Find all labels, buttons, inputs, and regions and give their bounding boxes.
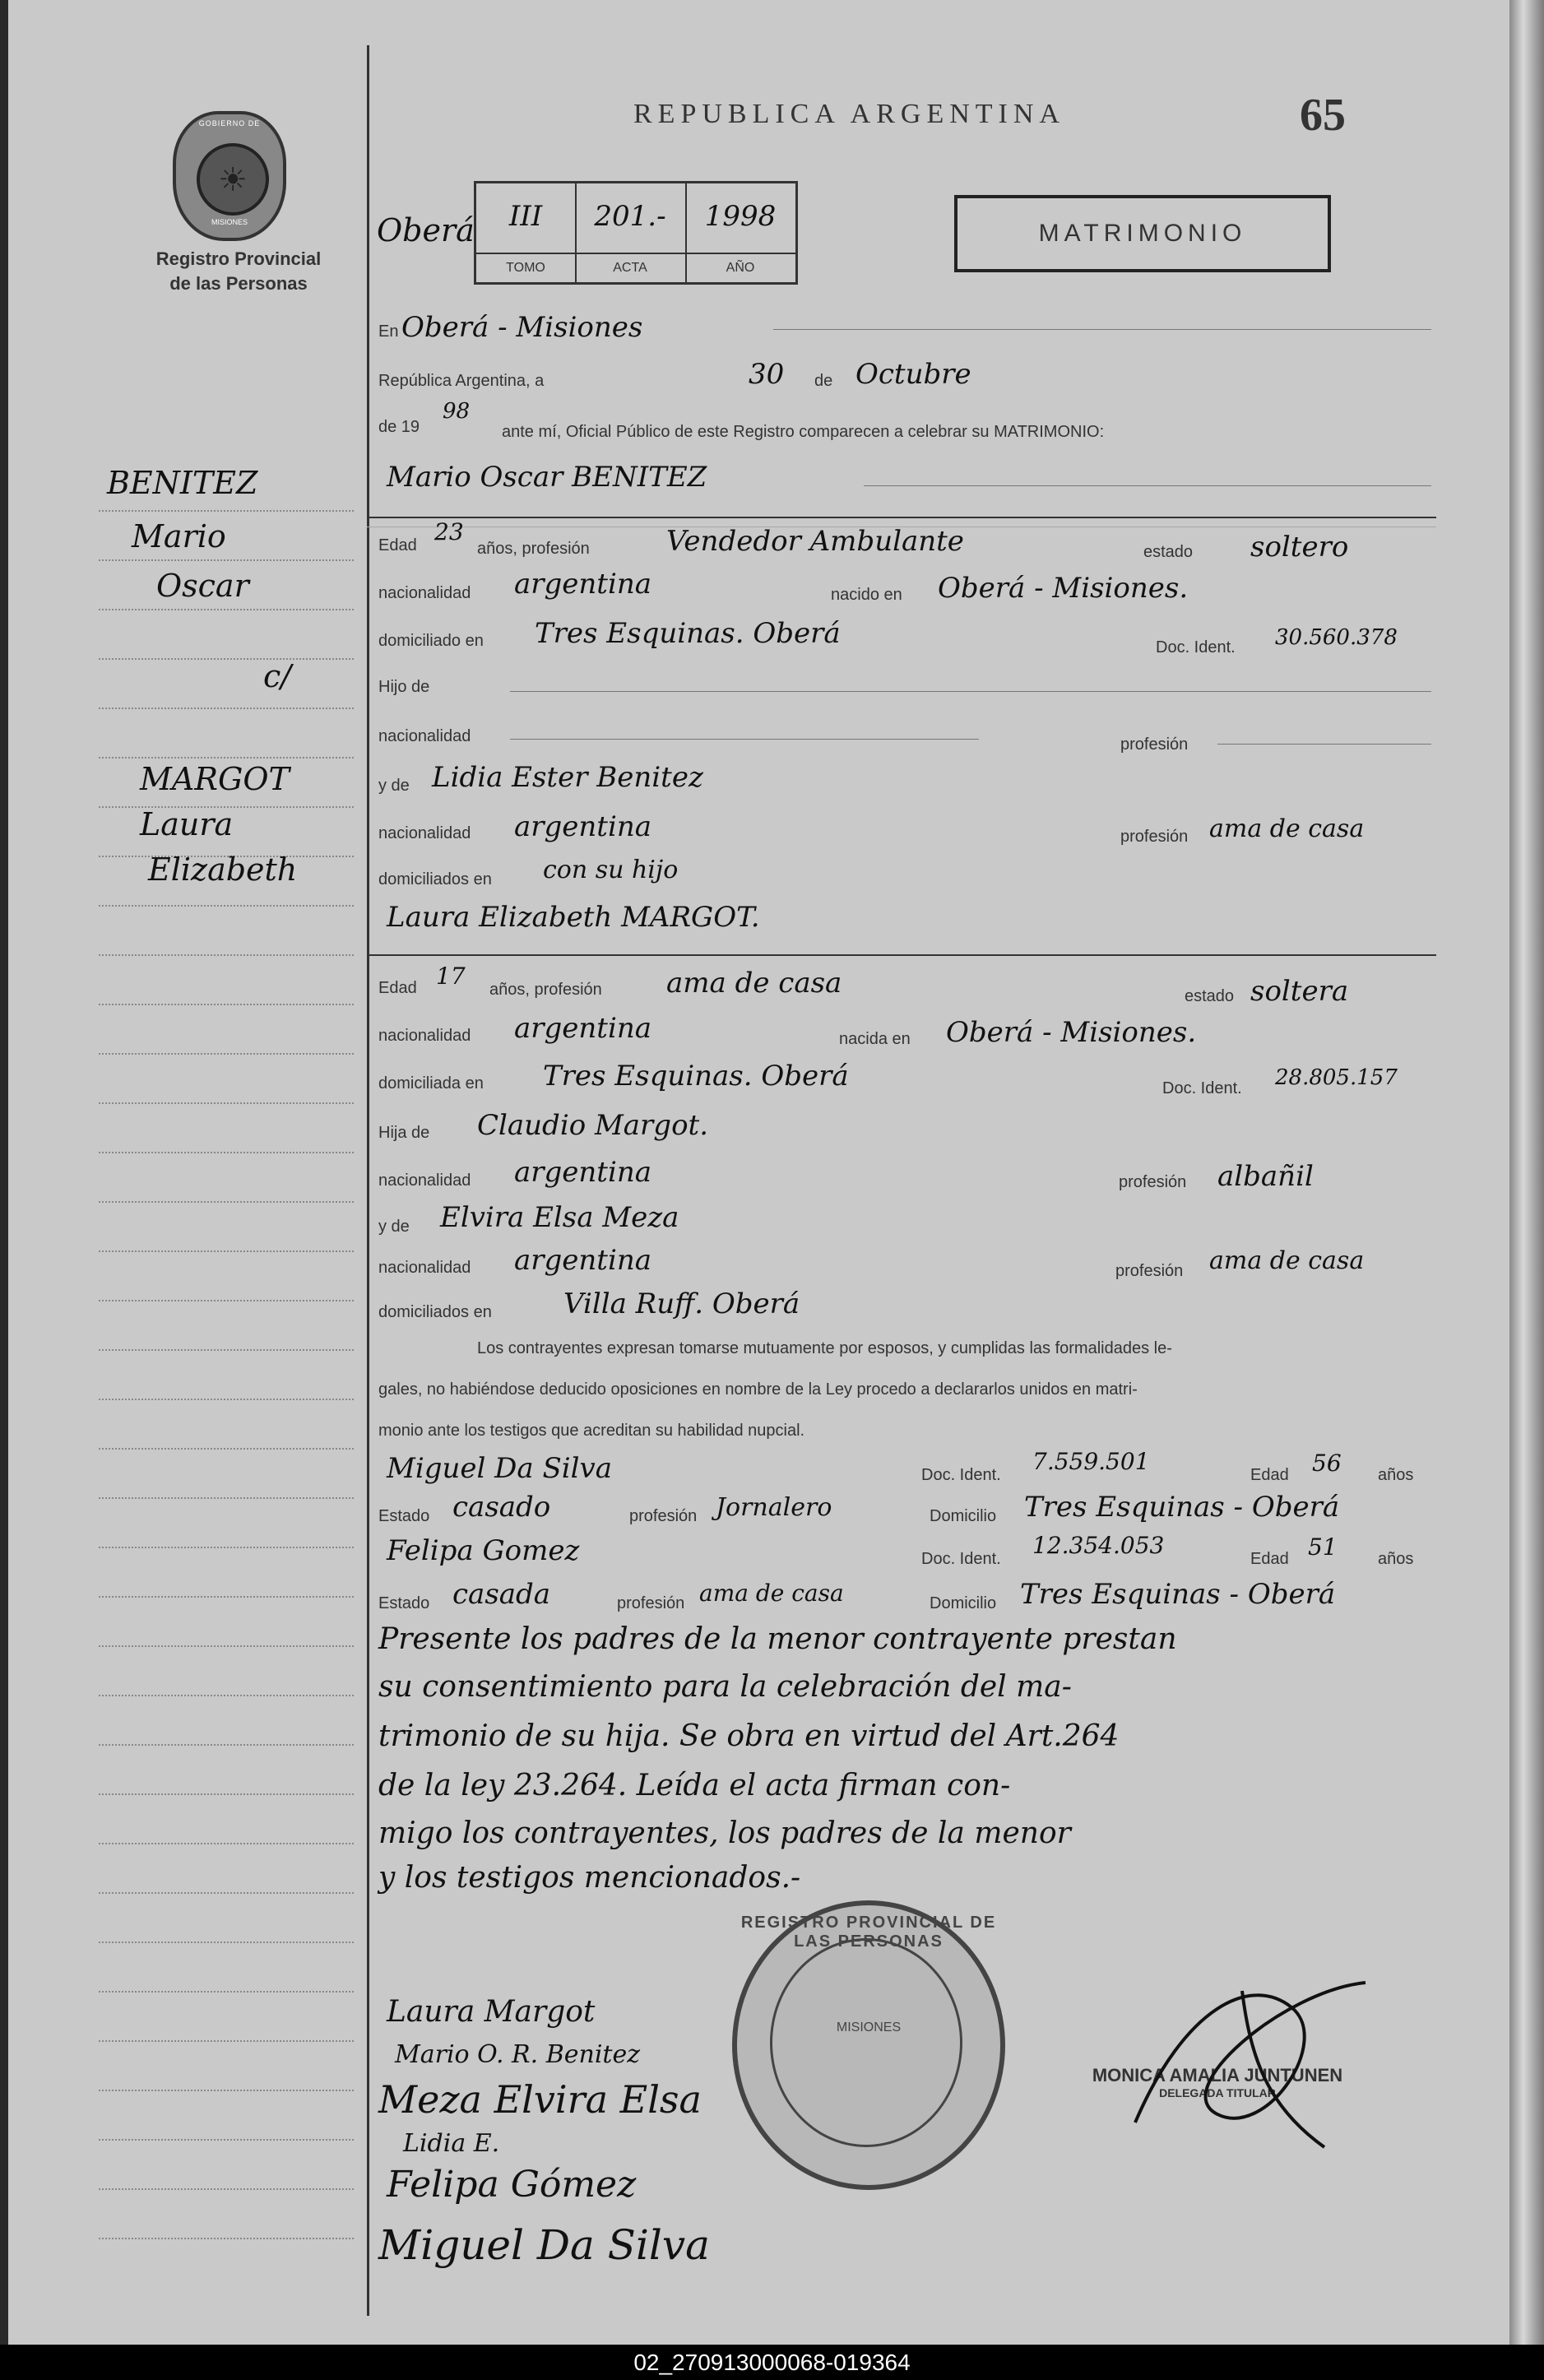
groom-nat-label: nacionalidad [378,584,471,602]
signature-3: Meza Elvira Elsa [378,2077,702,2122]
note-line-1: Presente los padres de la menor contrayente prestan [378,1622,1177,1656]
official-signature-icon [1119,1958,1390,2172]
groom-father-nat-label: nacionalidad [378,727,471,745]
en-label: En [378,322,399,341]
stamp-center-text: MISIONES [836,2020,902,2034]
bride-birthplace: Oberá - Misiones. [946,1016,1197,1049]
groom-born-label: nacido en [831,586,902,604]
groom-mother-nat-label: nacionalidad [378,824,471,842]
witness-1-age: 56 [1312,1450,1342,1477]
declaration-line-1: Los contrayentes expresan tomarse mutuamente por esposos, y cumplidas las formalidades le- [477,1339,1172,1357]
witness-2-dom-label: Domicilio [930,1594,997,1612]
bride-born-label: nacida en [839,1030,911,1048]
province-seal-icon: GOBIERNO DE ☀ MISIONES [173,111,286,241]
tomo-value: III [508,200,543,233]
signature-6: Miguel Da Silva [378,2221,710,2269]
margin-given-1: Mario [132,518,226,554]
signature-2: Mario O. R. Benitez [395,2040,641,2069]
registry-line-1: Registro Provincial [155,248,322,269]
intro-year-suffix: 98 [443,399,471,424]
seal-bottom-text: MISIONES [211,218,248,226]
witness-1-status: casado [452,1491,551,1524]
bride-father: Claudio Margot. [477,1109,709,1142]
groom-age-label: Edad [378,536,417,554]
groom-mother: Lidia Ester Benitez [432,761,703,794]
bride-nationality: argentina [514,1012,652,1045]
margin-separator-line [367,45,369,2316]
groom-father-prof-label: profesión [1120,735,1189,754]
year-cell [685,183,795,282]
margin-surname-2: MARGOT [140,761,290,797]
declaration-line-2: gales, no habiéndose deducido oposiciones en nombre de la Ley procedo a declararlos unidos en matri- [378,1380,1138,1399]
margin-given-3: Laura [140,806,234,842]
bride-age: 17 [436,963,466,990]
country-title: REPUBLICA ARGENTINA [633,99,1065,129]
bride-profession: ama de casa [666,967,842,1000]
groom-nationality: argentina [514,568,652,601]
groom-parents-domicile: con su hijo [543,856,679,884]
stamp-ring-text: REGISTRO PROVINCIAL DE LAS PERSONAS [740,1914,997,1951]
bride-mother-label: y de [378,1218,410,1236]
margin-given-2: Oscar [156,568,249,604]
witness-1-profession: Jornalero [716,1493,832,1522]
witness-2-doc: 12.354.053 [1032,1532,1165,1559]
witness-2-age-label: Edad [1250,1550,1289,1568]
signature-4: Lidia E. [403,2129,500,2158]
bride-nat-label: nacionalidad [378,1027,471,1045]
witness-1-doc: 7.559.501 [1032,1448,1150,1475]
groom-birthplace: Oberá - Misiones. [938,572,1189,605]
groom-domicile: Tres Esquinas. Oberá [535,617,841,650]
republica-label: República Argentina, a [378,372,545,390]
bride-status-label: estado [1185,987,1235,1005]
location-prefix: Oberá [377,212,475,248]
register-page [8,0,1523,2345]
groom-status-label: estado [1143,543,1194,561]
intro-place: Oberá - Misiones [401,311,643,344]
bride-parents-dom-label: domiciliados en [378,1303,492,1321]
bride-father-label: Hija de [378,1124,430,1142]
bride-mother: Elvira Elsa Meza [440,1201,679,1234]
note-line-2: su consentimiento para la celebración del ma- [378,1670,1072,1704]
intro-day: 30 [749,358,785,391]
witness-2-status-label: Estado [378,1594,430,1612]
bride-age-label: Edad [378,979,417,997]
groom-parents-dom-label: domiciliados en [378,870,492,888]
note-line-3: trimonio de su hija. Se obra en virtud del Art.264 [378,1719,1120,1753]
groom-mother-label: y de [378,777,410,795]
groom-doc: 30.560.378 [1275,625,1398,650]
year-label: AÑO [685,253,795,282]
witness-1-name: Miguel Da Silva [387,1452,613,1485]
bride-prof-label: años, profesión [489,981,602,999]
witness-1-doc-label: Doc. Ident. [921,1466,1001,1484]
bride-status: soltera [1250,975,1349,1008]
groom-status: soltero [1250,531,1349,564]
registry-name [132,247,345,296]
bride-parents-domicile: Villa Ruff. Oberá [563,1287,800,1320]
witness-1-domicile: Tres Esquinas - Oberá [1024,1491,1340,1524]
margin-connector: c/ [263,658,292,694]
bride-father-prof-label: profesión [1119,1173,1187,1191]
groom-profession: Vendedor Ambulante [666,525,964,558]
tomo-cell [476,183,577,282]
official-title: DELEGADA TITULAR [1159,2086,1276,2099]
bride-mother-nat-label: nacionalidad [378,1259,471,1277]
ante-text: ante mí, Oficial Público de este Registro comparecen a celebrar su MATRIMONIO: [502,423,1105,441]
note-line-5: migo los contrayentes, los padres de la menor [378,1816,1071,1850]
witness-2-name: Felipa Gomez [387,1534,580,1567]
book-spine [1509,0,1544,2345]
witness-1-dom-label: Domicilio [930,1507,997,1525]
bride-dom-label: domiciliada en [378,1074,484,1093]
witness-2-status: casada [452,1578,551,1611]
groom-mother-profession: ama de casa [1209,814,1365,843]
witness-2-age: 51 [1308,1533,1338,1561]
bride-father-profession: albañil [1217,1160,1314,1193]
acta-label: ACTA [575,253,685,282]
witness-1-status-label: Estado [378,1507,430,1525]
signature-5: Felipa Gómez [387,2164,637,2206]
image-id-footer: 02_270913000068-019364 [0,2345,1544,2380]
witness-1-age-label: Edad [1250,1466,1289,1484]
note-line-4: de la ley 23.264. Leída el acta firman con- [378,1769,1011,1802]
bride-father-nat-label: nacionalidad [378,1171,471,1190]
year-value: 1998 [704,200,777,233]
margin-given-4: Elizabeth [148,851,298,888]
groom-mother-prof-label: profesión [1120,828,1189,846]
folio-number: 65 [1300,90,1346,141]
tomo-acta-year-box [474,181,798,285]
intro-month: Octubre [855,358,971,391]
bride-doc-label: Doc. Ident. [1162,1079,1242,1097]
bride-mother-profession: ama de casa [1209,1246,1365,1275]
groom-full-name: Mario Oscar BENITEZ [387,461,707,494]
groom-father-label: Hijo de [378,678,430,696]
declaration-line-3: monio ante los testigos que acreditan su habilidad nupcial. [378,1422,805,1440]
acta-value: 201.- [594,200,666,233]
bride-mother-nationality: argentina [514,1244,652,1277]
tomo-label: TOMO [476,253,575,282]
registry-stamp [732,1900,1005,2190]
groom-doc-label: Doc. Ident. [1156,638,1236,656]
witness-2-doc-label: Doc. Ident. [921,1550,1001,1568]
bride-domicile: Tres Esquinas. Oberá [543,1060,849,1093]
de-year-label: de 19 [378,418,420,436]
signature-1: Laura Margot [387,1995,596,2029]
bride-father-nationality: argentina [514,1156,652,1189]
bride-doc: 28.805.157 [1275,1065,1398,1090]
record-type-box: MATRIMONIO [954,195,1331,272]
bride-full-name: Laura Elizabeth MARGOT. [387,901,760,934]
official-name: MONICA AMALIA JUNTUNEN [1092,2065,1343,2085]
witness-2-profession: ama de casa [699,1580,844,1607]
bride-mother-prof-label: profesión [1115,1262,1184,1280]
witness-1-years-label: años [1378,1466,1414,1484]
groom-dom-label: domiciliado en [378,632,484,650]
registry-line-2: de las Personas [169,273,308,294]
groom-mother-nationality: argentina [514,810,652,843]
witness-2-prof-label: profesión [617,1594,685,1612]
de-label: de [814,372,833,390]
note-line-6: y los testigos mencionados.- [378,1861,801,1895]
seal-top-text: GOBIERNO DE [198,119,261,128]
acta-cell [575,183,687,282]
groom-age: 23 [434,518,464,545]
witness-1-prof-label: profesión [629,1507,698,1525]
witness-2-years-label: años [1378,1550,1414,1568]
groom-prof-label: años, profesión [477,540,590,558]
witness-2-domicile: Tres Esquinas - Oberá [1020,1578,1336,1611]
margin-surname-1: BENITEZ [107,465,258,501]
